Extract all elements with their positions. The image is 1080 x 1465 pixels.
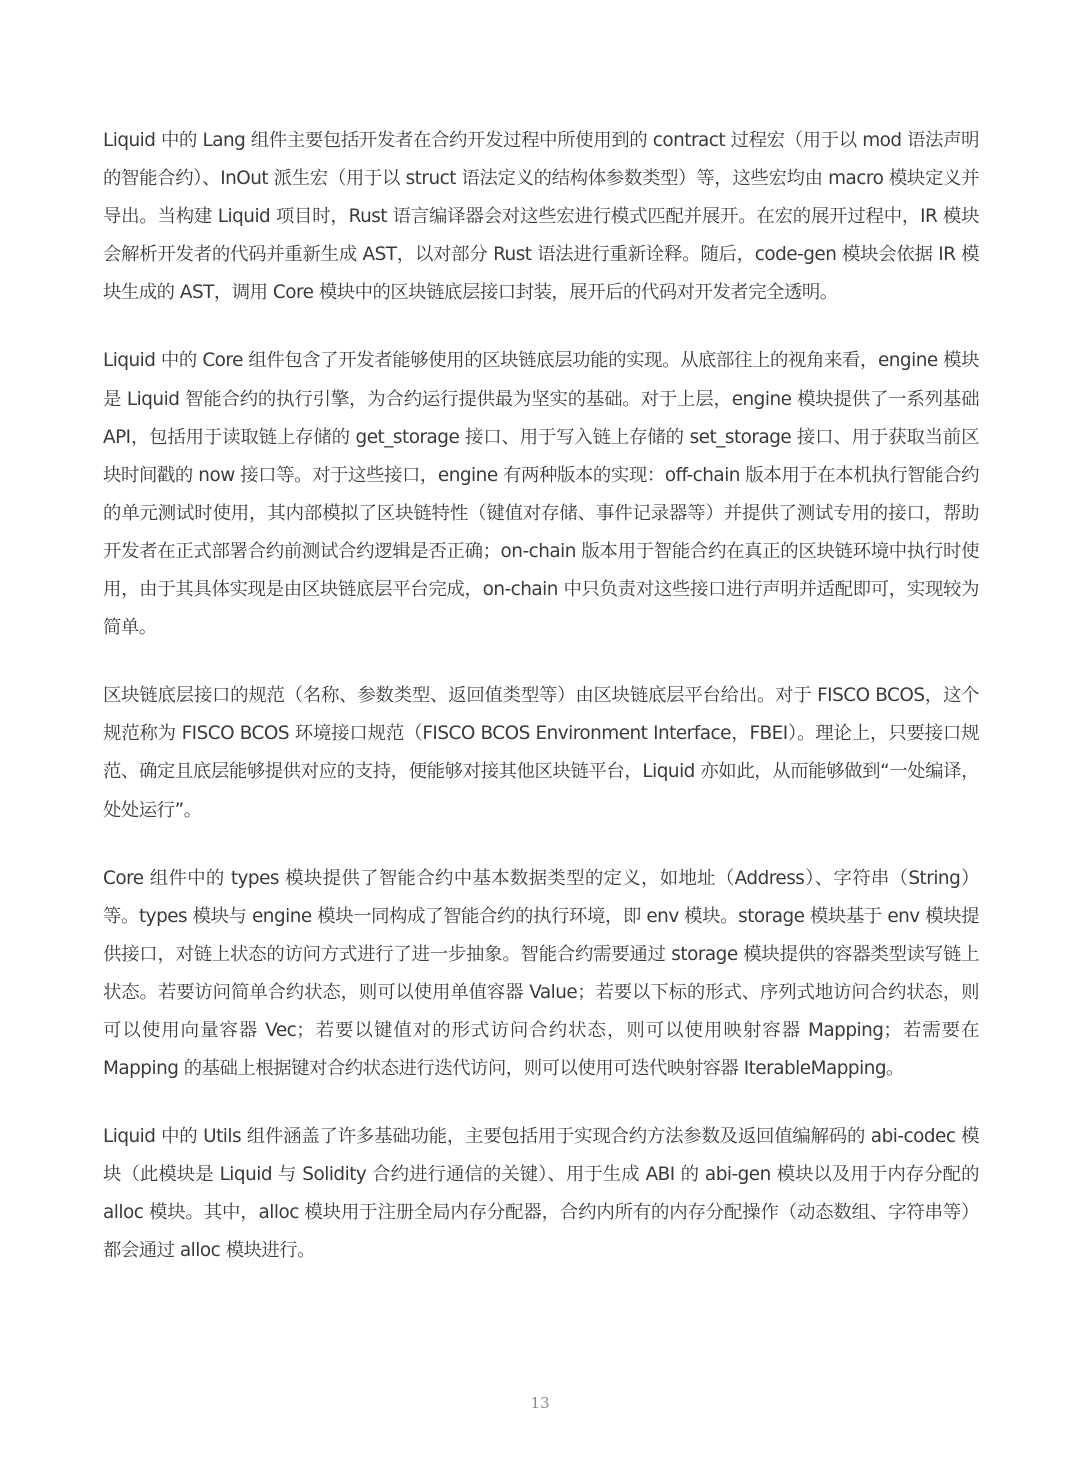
page-number: 13 <box>530 1394 550 1412</box>
paragraph-utils-component: Liquid 中的 Utils 组件涵盖了许多基础功能，主要包括用于实现合约方法参数及返回值编解码的 abi-codec 模块（此模块是 Liquid 与 Solidity 合约进行通信的关键）、用于生成 ABI 的 abi-gen 模块以及用于内存分配的 alloc 模块。其中，alloc 模块用于注册全局内存分配器，合约内所有的内存分配操作（动态数组、字符串等）都会通过 alloc 模块进行。 <box>103 1126 979 1262</box>
page-body <box>103 122 979 1271</box>
paragraph-fbei-spec: 区块链底层接口的规范（名称、参数类型、返回值类型等）由区块链底层平台给出。对于 FISCO BCOS，这个规范称为 FISCO BCOS 环境接口规范（FISCO BCOS Environment Interface，FBEI）。理论上，只要接口规范、确定且底层能够提供对应的支持，便能够对接其他区块链平台，Liquid 亦如此，从而能够做到“一处编译，处处运行”。 <box>103 685 979 821</box>
paragraph-lang-component: Liquid 中的 Lang 组件主要包括开发者在合约开发过程中所使用到的 contract 过程宏（用于以 mod 语法声明的智能合约）、InOut 派生宏（用于以 struct 语法定义的结构体参数类型）等，这些宏均由 macro 模块定义并导出。当构建 Liquid 项目时，Rust 语言编译器会对这些宏进行模式匹配并展开。在宏的展开过程中，IR 模块会解析开发者的代码并重新生成 AST，以对部分 Rust 语法进行重新诠释。随后，code-gen 模块会依据 IR 模块生成的 AST，调用 Core 模块中的区块链底层接口封装，展开后的代码对开发者完全透明。 <box>103 130 979 304</box>
paragraph-core-component: Liquid 中的 Core 组件包含了开发者能够使用的区块链底层功能的实现。从底部往上的视角来看，engine 模块是 Liquid 智能合约的执行引擎，为合约运行提供最为坚实的基础。对于上层，engine 模块提供了一系列基础 API，包括用于读取链上存储的 get_storage 接口、用于写入链上存储的 set_storage 接口、用于获取当前区块时间戳的 now 接口等。对于这些接口，engine 有两种版本的实现：off-chain 版本用于在本机执行智能合约的单元测试时使用，其内部模拟了区块链特性（键值对存储、事件记录器等）并提供了测试专用的接口，帮助开发者在正式部署合约前测试合约逻辑是否正确；on-chain 版本用于智能合约在真正的区块链环境中执行时使用，由于其具体实现是由区块链底层平台完成，on-chain 中只负责对这些接口进行声明并适配即可，实现较为简单。 <box>103 350 979 639</box>
paragraph-types-storage: Core 组件中的 types 模块提供了智能合约中基本数据类型的定义，如地址（Address）、字符串（String）等。types 模块与 engine 模块一同构成了智能合约的执行环境，即 env 模块。storage 模块基于 env 模块提供接口，对链上状态的访问方式进行了进一步抽象。智能合约需要通过 storage 模块提供的容器类型读写链上状态。若要访问简单合约状态，则可以使用单值容器 Value；若要以下标的形式、序列式地访问合约状态，则可以使用向量容器 Vec；若要以键值对的形式访问合约状态，则可以使用映射容器 Mapping；若需要在 Mapping 的基础上根据键对合约状态进行迭代访问，则可以使用可迭代映射容器 IterableMapping。 <box>103 867 979 1080</box>
